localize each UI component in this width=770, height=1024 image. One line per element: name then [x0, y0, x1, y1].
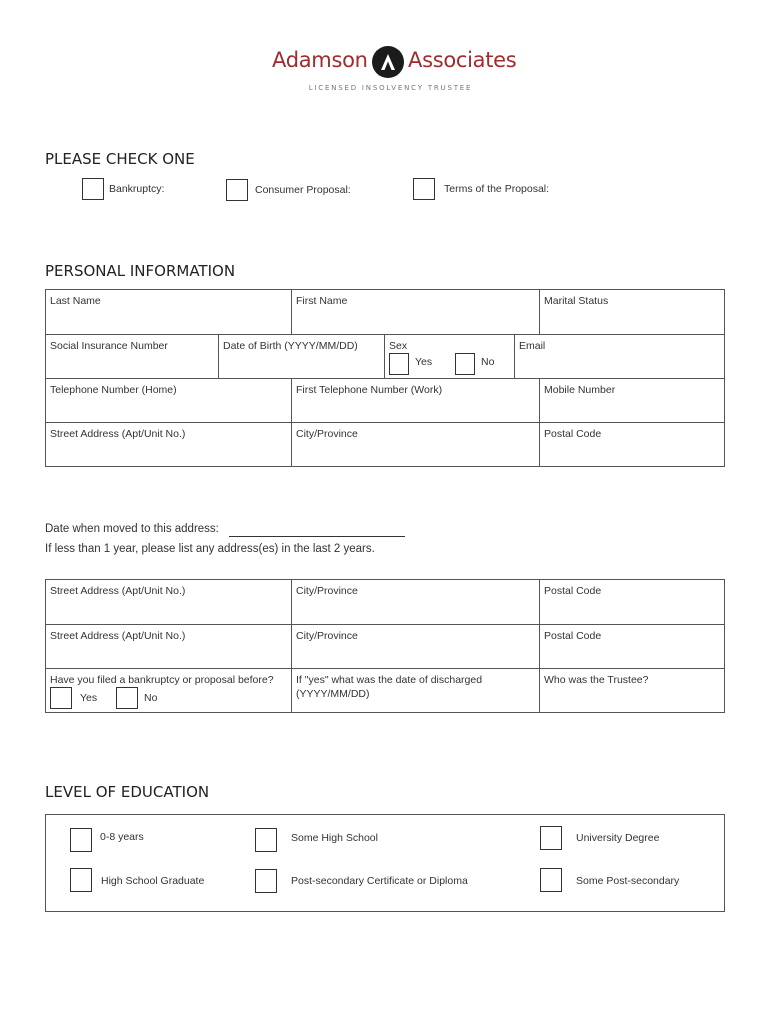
postal-code-field[interactable] [539, 423, 724, 466]
trustee-label: Who was the Trustee? [544, 674, 649, 686]
email-label: Email [519, 340, 546, 352]
edu-0-8-years-label: 0-8 years [100, 831, 144, 843]
marital-status-label: Marital Status [544, 295, 609, 307]
edu-post-secondary-cert-checkbox[interactable] [255, 869, 277, 893]
prev-city-province-field-2[interactable] [291, 625, 539, 668]
sin-field[interactable] [46, 335, 218, 378]
dob-label: Date of Birth (YYYY/MM/DD) [223, 340, 358, 352]
street-address-label: Street Address (Apt/Unit No.) [50, 428, 186, 440]
logo-right-word: Associates [408, 48, 517, 72]
edu-some-high-school-checkbox[interactable] [255, 828, 277, 852]
date-moved-input[interactable] [229, 536, 405, 537]
education-heading: LEVEL OF EDUCATION [45, 783, 210, 801]
sin-label: Social Insurance Number [50, 340, 168, 352]
prev-postal-label: Postal Code [544, 585, 602, 597]
filed-no-label: No [144, 692, 158, 704]
table-row [46, 422, 724, 466]
discharge-date-label: If "yes" what was the date of discharged (YYYY/MM/DD) [296, 674, 483, 700]
mobile-label: Mobile Number [544, 384, 616, 396]
terms-of-proposal-label: Terms of the Proposal: [444, 183, 550, 195]
edu-high-school-graduate-label: High School Graduate [101, 875, 205, 887]
personal-info-heading: PERSONAL INFORMATION [45, 262, 236, 280]
filed-before-field [46, 669, 291, 712]
edu-some-high-school-label: Some High School [291, 832, 378, 844]
edu-high-school-graduate-checkbox[interactable] [70, 868, 92, 892]
edu-some-post-secondary-checkbox[interactable] [540, 868, 562, 892]
edu-university-degree-label: University Degree [576, 832, 660, 844]
phone-work-label: First Telephone Number (Work) [296, 384, 443, 396]
filed-yes-label: Yes [80, 692, 98, 704]
marital-status-field[interactable] [539, 290, 724, 334]
previous-address-table [45, 579, 725, 713]
edu-0-8-years-checkbox[interactable] [70, 828, 92, 852]
table-row [46, 624, 724, 668]
trustee-field[interactable] [539, 669, 724, 712]
email-field[interactable] [514, 335, 724, 378]
check-one-heading: PLEASE CHECK ONE [45, 150, 195, 168]
phone-work-field[interactable] [291, 379, 539, 422]
prev-city-label: City/Province [296, 585, 358, 597]
city-province-label: City/Province [296, 428, 358, 440]
personal-info-table [45, 289, 725, 467]
prev-street-label: Street Address (Apt/Unit No.) [50, 585, 186, 597]
table-row [46, 668, 724, 712]
table-row [46, 334, 724, 378]
filed-yes-checkbox[interactable] [50, 687, 72, 709]
triangle-a-icon [372, 46, 404, 78]
dob-field[interactable] [218, 335, 384, 378]
prev-city-province-field-1[interactable] [291, 580, 539, 624]
logo-tagline: LICENSED INSOLVENCY TRUSTEE [308, 84, 473, 92]
sex-label: Sex [389, 340, 408, 352]
sex-field [384, 335, 514, 378]
prev-postal-code-field-2[interactable] [539, 625, 724, 668]
prev-street-address-field-1[interactable] [46, 580, 291, 624]
edu-some-post-secondary-label: Some Post-secondary [576, 875, 680, 887]
first-name-field[interactable] [291, 290, 539, 334]
education-box [45, 814, 725, 912]
prev-street-address-field-2[interactable] [46, 625, 291, 668]
terms-of-proposal-checkbox[interactable] [413, 178, 435, 200]
previous-address-note: If less than 1 year, please list any address(es) in the last 2 years. [45, 543, 375, 555]
filed-no-checkbox[interactable] [116, 687, 138, 709]
phone-home-label: Telephone Number (Home) [50, 384, 177, 396]
logo-left-word: Adamson [272, 48, 368, 72]
prev-city-label: City/Province [296, 630, 358, 642]
first-name-label: First Name [296, 295, 348, 307]
mobile-field[interactable] [539, 379, 724, 422]
sex-no-checkbox[interactable] [455, 353, 475, 375]
prev-street-label: Street Address (Apt/Unit No.) [50, 630, 186, 642]
last-name-label: Last Name [50, 295, 101, 307]
edu-university-degree-checkbox[interactable] [540, 826, 562, 850]
last-name-field[interactable] [46, 290, 291, 334]
consumer-proposal-checkbox[interactable] [226, 179, 248, 201]
bankruptcy-checkbox[interactable] [82, 178, 104, 200]
sex-no-label: No [481, 356, 495, 368]
table-row [46, 378, 724, 422]
postal-code-label: Postal Code [544, 428, 602, 440]
prev-postal-code-field-1[interactable] [539, 580, 724, 624]
prev-postal-label: Postal Code [544, 630, 602, 642]
filed-before-label: Have you filed a bankruptcy or proposal before? [50, 674, 274, 686]
consumer-proposal-label: Consumer Proposal: [255, 184, 351, 196]
discharge-date-field[interactable] [291, 669, 539, 712]
table-row [46, 580, 724, 624]
date-moved-label: Date when moved to this address: [45, 523, 219, 535]
edu-post-secondary-cert-label: Post-secondary Certificate or Diploma [291, 875, 468, 887]
sex-yes-checkbox[interactable] [389, 353, 409, 375]
bankruptcy-label: Bankruptcy: [109, 183, 165, 195]
sex-yes-label: Yes [415, 356, 433, 368]
table-row [46, 290, 724, 334]
street-address-field[interactable] [46, 423, 291, 466]
phone-home-field[interactable] [46, 379, 291, 422]
city-province-field[interactable] [291, 423, 539, 466]
